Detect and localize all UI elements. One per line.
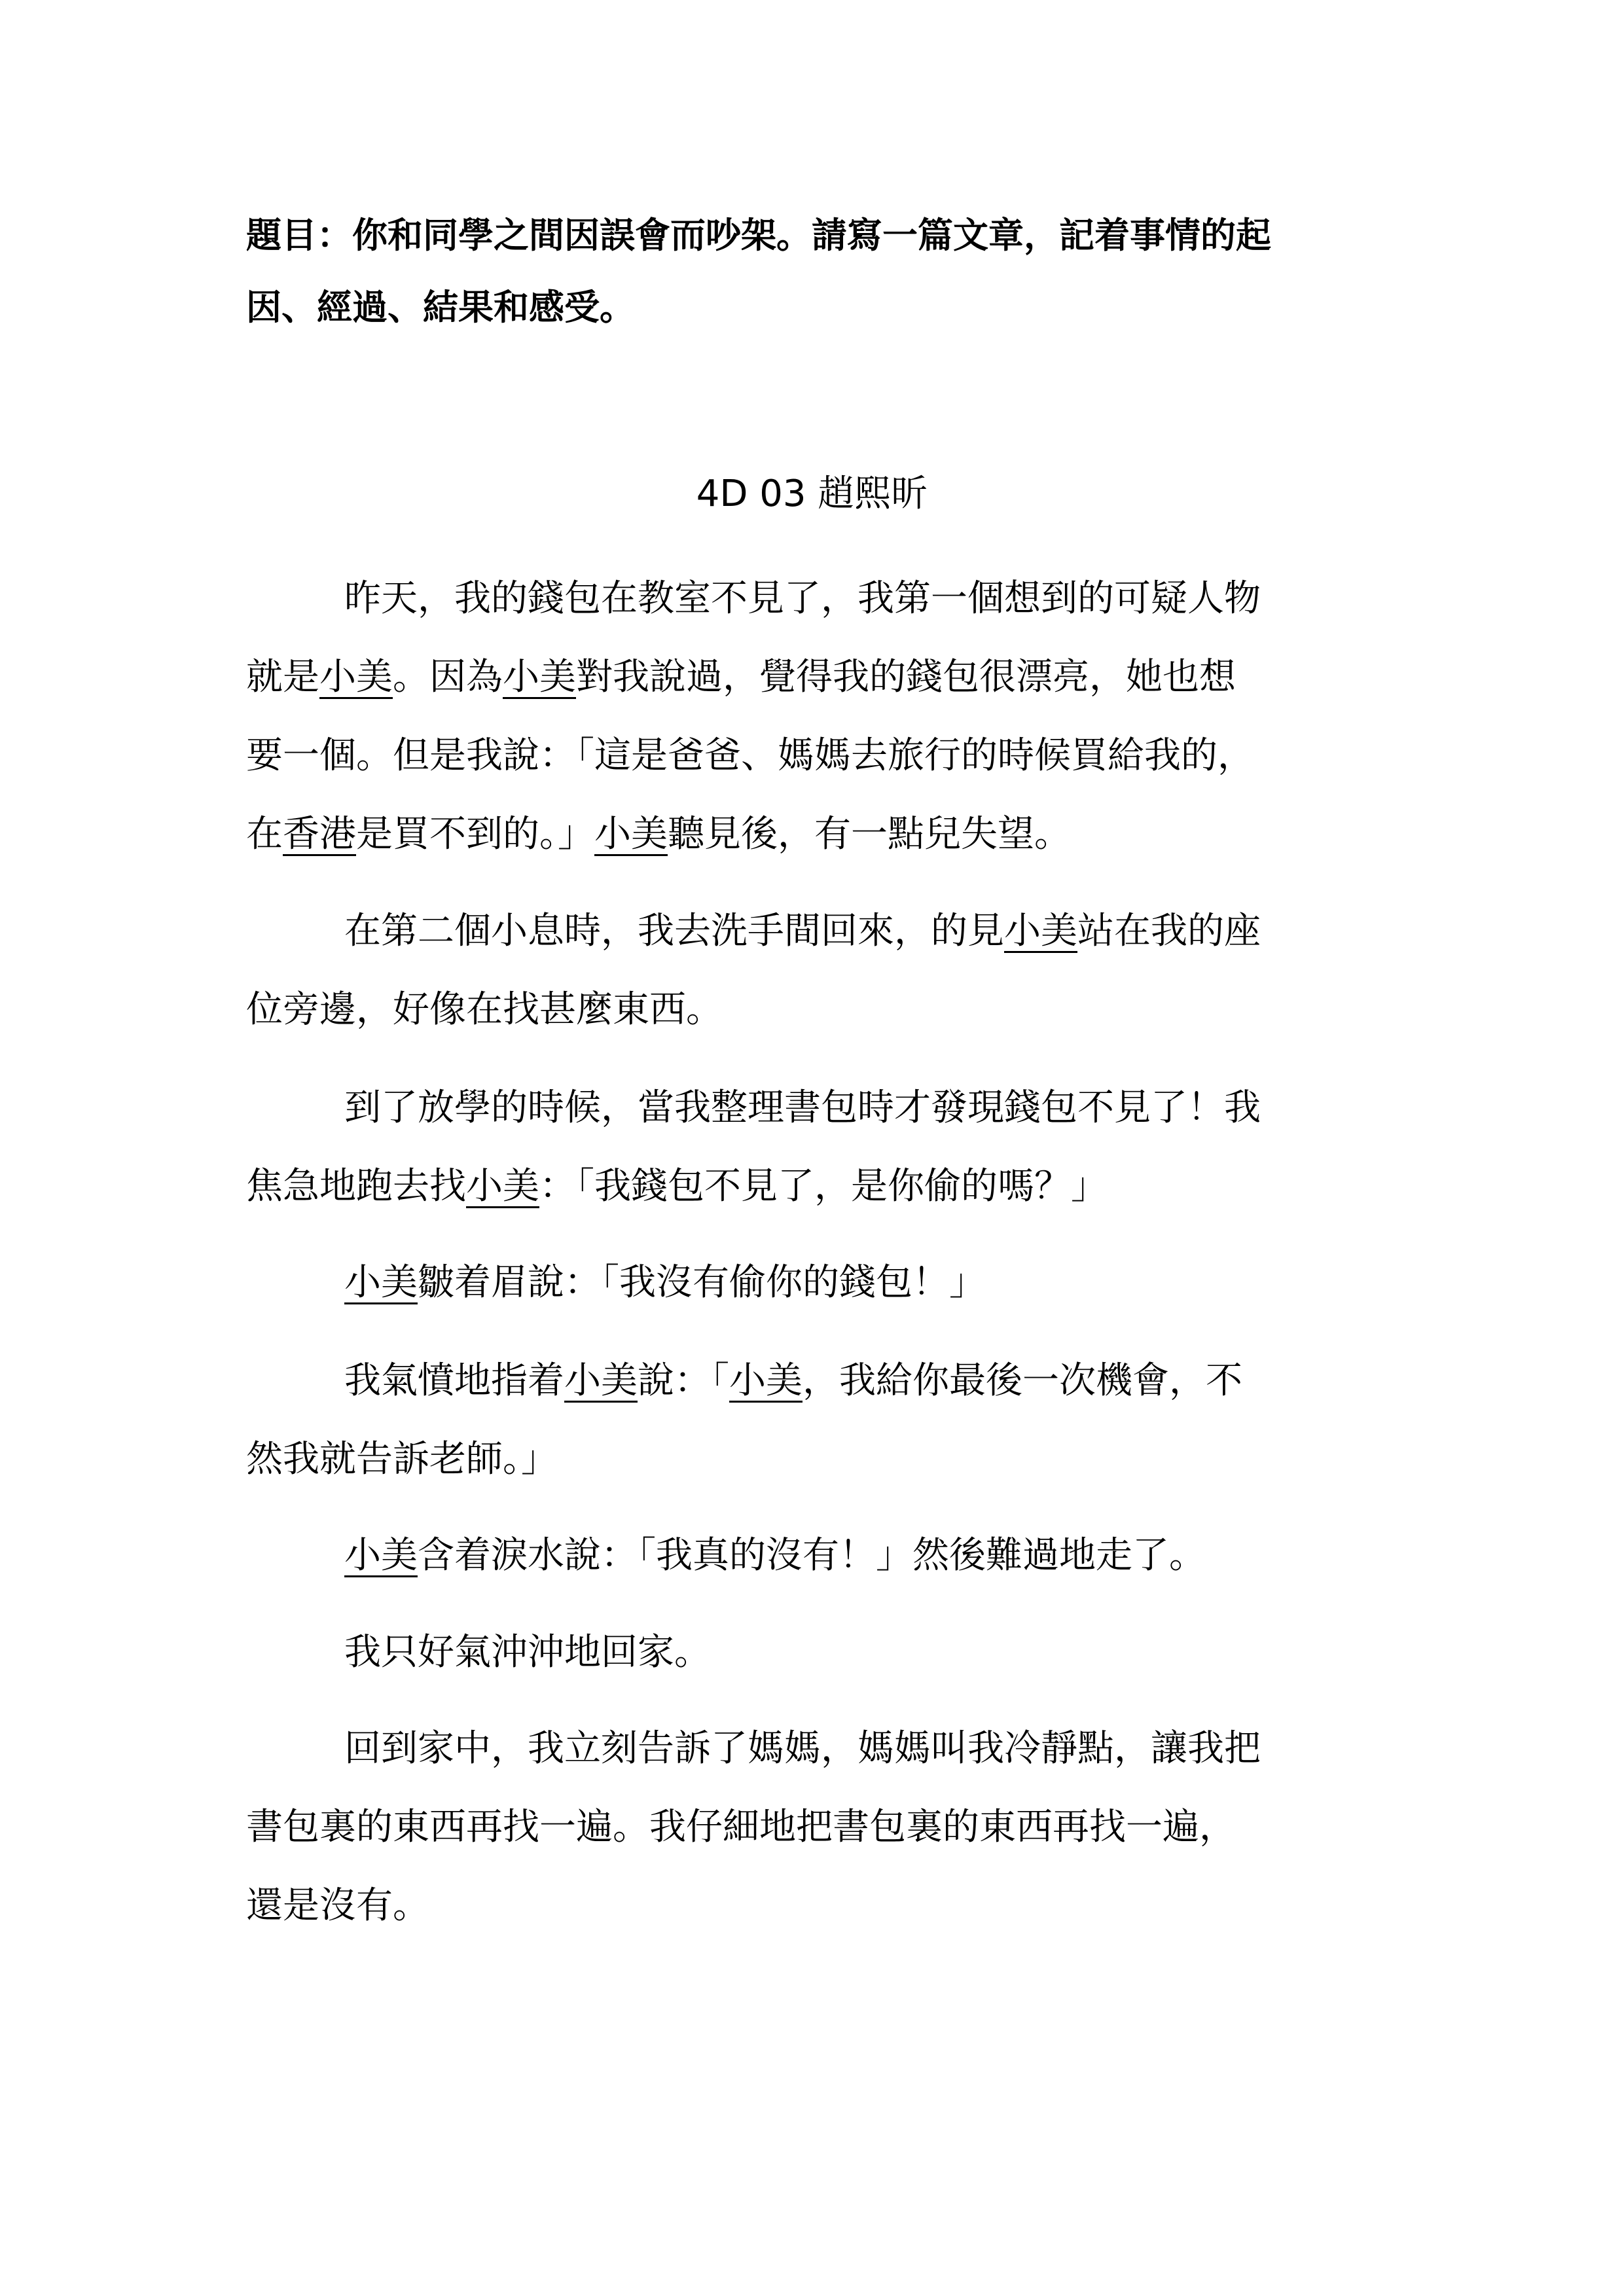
prompt-line: 題目：你和同學之間因誤會而吵架。請寫一篇文章，記着事情的起: [246, 215, 1271, 256]
text: 聽見後，有一點兒失望。: [668, 813, 1071, 855]
proper-name: 香港: [283, 813, 356, 855]
proper-name: 小美: [319, 656, 393, 698]
paragraph-line: [246, 651, 1236, 704]
paragraph-line: [246, 984, 723, 1036]
text: 昨天，我的錢包在教室不見了，我第一個想到的可疑人物: [344, 577, 1261, 620]
text: 我只好氣沖沖地回家。: [344, 1631, 711, 1674]
text: ，我給你最後一次機會，不: [803, 1359, 1242, 1402]
proper-name: 小美: [344, 1534, 418, 1577]
text: 在: [246, 813, 283, 855]
paragraph-line: [246, 1433, 558, 1486]
text: 焦急地跑去找: [246, 1165, 466, 1208]
paragraph-line: [246, 1801, 1236, 1854]
paragraph-line: [246, 730, 1254, 782]
paragraph-line: [246, 1880, 429, 1932]
paragraph-line: [246, 1355, 1242, 1407]
text: 書包裏的東西再找一遍。我仔細地把書包裏的東西再找一遍，: [246, 1806, 1236, 1848]
text: 到了放學的時候，當我整理書包時才發現錢包不見了！我: [344, 1086, 1261, 1129]
proper-name: 小美: [564, 1359, 638, 1402]
essay-prompt: [246, 200, 1437, 344]
paragraph-line: [246, 1160, 1108, 1213]
paragraph-line: [246, 1530, 1206, 1582]
proper-name: 小美: [729, 1359, 803, 1402]
paragraph-line: [246, 1626, 711, 1679]
proper-name: 小美: [1004, 910, 1077, 952]
paragraph-line: [246, 1082, 1261, 1134]
text: 皺着眉說：「我沒有偷你的錢包！」: [418, 1261, 986, 1304]
author-byline: 4D 03 趙熙昕: [696, 473, 928, 515]
text: 說：「: [638, 1359, 729, 1402]
text: 是買不到的。」: [356, 813, 594, 855]
text: 還是沒有。: [246, 1884, 429, 1927]
text: 站在我的座: [1077, 910, 1261, 952]
text: 。因為: [393, 656, 503, 698]
proper-name: 小美: [344, 1261, 418, 1304]
text: 在第二個小息時，我去洗手間回來，的見: [344, 910, 1004, 952]
proper-name: 小美: [594, 813, 668, 855]
text: 然我就告訴老師。」: [246, 1438, 558, 1480]
paragraph-line: [246, 808, 1071, 861]
text: 我氣憤地指着: [344, 1359, 564, 1402]
prompt-line: 因、經過、結果和感受。: [246, 287, 635, 328]
paragraph-line: [246, 905, 1261, 958]
paragraph-line: [246, 1723, 1261, 1775]
text: 含着淚水說：「我真的沒有！」然後難過地走了。: [418, 1534, 1206, 1577]
paragraph-line: [246, 573, 1261, 625]
text: 對我說過，覺得我的錢包很漂亮，她也想: [576, 656, 1236, 698]
text: 位旁邊，好像在找甚麼東西。: [246, 988, 723, 1031]
text: 就是: [246, 656, 319, 698]
paragraph-line: [246, 1257, 986, 1309]
text: 要一個。但是我說：「這是爸爸、媽媽去旅行的時候買給我的，: [246, 734, 1254, 777]
proper-name: 小美: [466, 1165, 539, 1208]
text: ：「我錢包不見了，是你偷的嗎？」: [539, 1165, 1108, 1208]
text: 回到家中，我立刻告訴了媽媽，媽媽叫我冷靜點，讓我把: [344, 1727, 1261, 1770]
proper-name: 小美: [503, 656, 576, 698]
